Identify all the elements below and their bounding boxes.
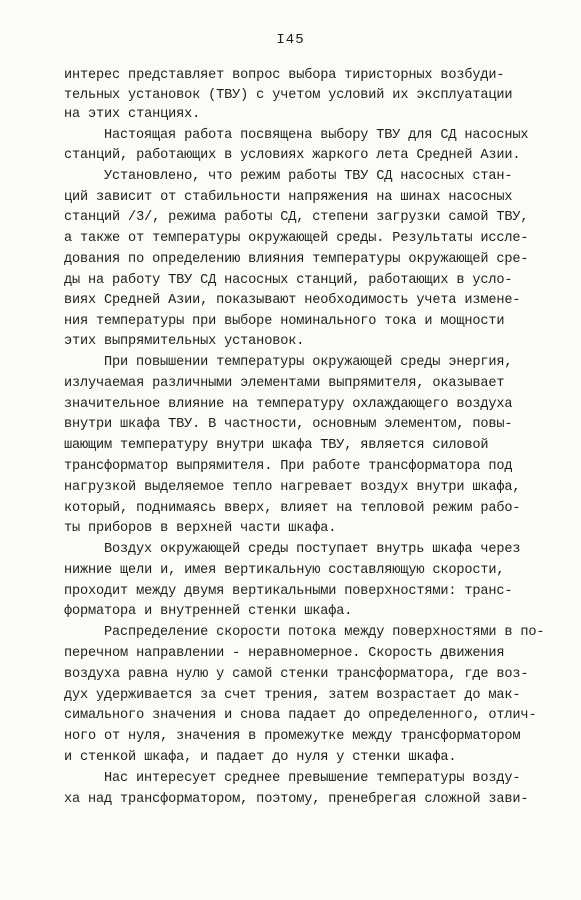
text-line: Настоящая работа посвящена выбору ТВУ для СД насосных — [104, 128, 529, 143]
text-line: излучаемая различными элементами выпрямителя, оказывает — [64, 376, 505, 391]
text-line: который, поднимаясь вверх, влияет на тепловой режим рабо- — [64, 501, 521, 516]
text-line: на этих станциях. — [64, 107, 201, 122]
text-line: ния температуры при выборе номинального тока и мощности — [64, 314, 505, 329]
text-line: ного от нуля, значения в промежутке между трансформатором — [64, 729, 521, 744]
text-line: нагрузкой выделяемое тепло нагревает воздух внутри шкафа, — [64, 480, 521, 495]
text-line: ды на работу ТВУ СД насосных станций, работающих в усло- — [64, 273, 513, 288]
text-line: значительное влияние на температуру охлаждающего воздуха — [64, 397, 513, 412]
text-line: и стенкой шкафа, и падает до нуля у стенки шкафа. — [64, 750, 457, 765]
text-line: Распределение скорости потока между поверхностями в по- — [104, 625, 545, 640]
text-line: дования по определению влияния температуры окружающей сре- — [64, 252, 529, 267]
text-line: При повышении температуры окружающей среды энергия, — [104, 355, 513, 370]
page-number: I45 — [276, 32, 305, 48]
text-line: виях Средней Азии, показывают необходимость учета измене- — [64, 293, 521, 308]
text-line: Установлено, что режим работы ТВУ СД насосных стан- — [104, 169, 513, 184]
text-line: ха над трансформатором, поэтому, пренебрегая сложной зави- — [64, 792, 529, 807]
text-line: перечном направлении - неравномерное. Скорость движения — [64, 646, 505, 661]
text-line: Нас интересует среднее превышение температуры возду- — [104, 771, 521, 786]
text-line: ты приборов в верхней части шкафа. — [64, 521, 337, 536]
text-line: воздуха равна нулю у самой стенки трансформатора, где воз- — [64, 667, 529, 682]
text-line: ций зависит от стабильности напряжения на шинах насосных — [64, 190, 513, 205]
text-line: шающим температуру внутри шкафа ТВУ, является силовой — [64, 438, 489, 453]
text-line: станций /3/, режима работы СД, степени загрузки самой ТВУ, — [64, 210, 529, 225]
text-line: проходит между двумя вертикальными поверхностями: транс- — [64, 584, 513, 599]
text-line: а также от температуры окружающей среды. Результаты иссле- — [64, 231, 529, 246]
text-line: нижние щели и, имея вертикальную составляющую скорости, — [64, 563, 505, 578]
text-line: этих выпрямительных установок. — [64, 334, 305, 349]
text-line: тельных установок (ТВУ) с учетом условий их эксплуатации — [64, 88, 513, 103]
text-line: форматора и внутренней стенки шкафа. — [64, 604, 353, 619]
text-line: дух удерживается за счет трения, затем возрастает до мак- — [64, 688, 521, 703]
text-line: станций, работающих в условиях жаркого лета Средней Азии. — [64, 148, 521, 163]
text-line: трансформатор выпрямителя. При работе трансформатора под — [64, 459, 513, 474]
text-line: симального значения и снова падает до определенного, отлич- — [64, 708, 537, 723]
text-line: интерес представляет вопрос выбора тиристорных возбуди- — [64, 68, 505, 83]
text-line: Воздух окружающей среды поступает внутрь шкафа через — [104, 542, 521, 557]
text-line: внутри шкафа ТВУ. В частности, основным элементом, повы- — [64, 417, 513, 432]
